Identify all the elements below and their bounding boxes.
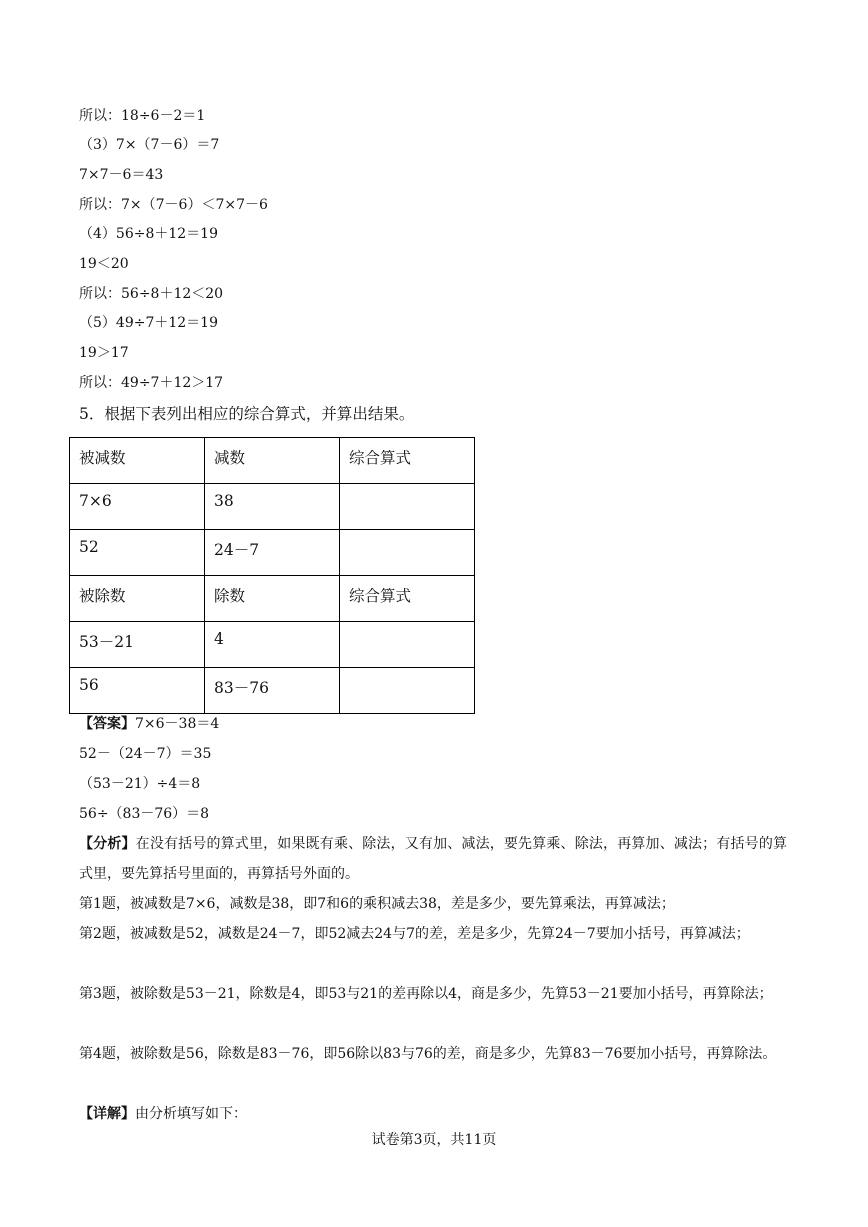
analysis-item: 第1题，被减数是7×6，减数是38，即7和6的乘积减去38，差是多少，要先算乘法，再算减法； xyxy=(79,896,675,912)
answer-line: 52－（24－7）＝35 xyxy=(79,746,212,762)
solution-line: 7×7－6＝43 xyxy=(79,167,164,183)
solution-line: （3）7×（7－6）＝7 xyxy=(79,137,220,153)
table-cell: 减数 xyxy=(205,438,340,484)
solution-line: 19＜20 xyxy=(79,256,129,272)
table-row xyxy=(70,484,475,530)
table-row xyxy=(70,622,475,668)
solution-line: 19＞17 xyxy=(79,345,129,361)
table-cell-blank xyxy=(340,668,475,714)
table-row xyxy=(70,576,475,622)
analysis-paragraph xyxy=(79,829,787,889)
table-row xyxy=(70,668,475,714)
analysis-label: 【分析】 xyxy=(79,836,136,852)
detail-text: 由分析填写如下： xyxy=(135,1106,247,1122)
answer-label: 【答案】 xyxy=(79,716,135,732)
table-cell: 除数 xyxy=(205,576,340,622)
table-cell: 被除数 xyxy=(70,576,205,622)
table-cell: 综合算式 xyxy=(340,438,475,484)
table-cell: 7×6 xyxy=(70,484,205,530)
solution-line: （4）56÷8＋12＝19 xyxy=(79,226,218,242)
detail-label: 【详解】 xyxy=(79,1106,135,1122)
solution-line: 所以：18÷6－2＝1 xyxy=(79,108,206,124)
table-cell: 52 xyxy=(70,530,205,576)
table-cell-blank xyxy=(340,622,475,668)
detail-paragraph xyxy=(79,1099,787,1129)
solution-line: （5）49÷7＋12＝19 xyxy=(79,315,218,331)
table-cell: 被减数 xyxy=(70,438,205,484)
table-cell: 4 xyxy=(205,622,340,668)
table-cell: 综合算式 xyxy=(340,576,475,622)
solution-line: 所以：56÷8＋12＜20 xyxy=(79,286,224,302)
data-table xyxy=(69,437,475,714)
table-cell: 38 xyxy=(205,484,340,530)
table-row xyxy=(70,530,475,576)
answer-line: 56÷（83－76）＝8 xyxy=(79,806,210,822)
answer-line: （53－21）÷4＝8 xyxy=(79,776,201,792)
table-cell: 83－76 xyxy=(205,668,340,714)
question-title: 5．根据下表列出相应的综合算式，并算出结果。 xyxy=(79,405,415,423)
analysis-text: 在没有括号的算式里，如果既有乘、除法，又有加、减法，要先算乘、除法，再算加、减法；有括号的算式里，要先算括号里面的，再算括号外面的。 xyxy=(79,836,788,882)
analysis-item: 第3题，被除数是53－21，除数是4，即53与21的差再除以4，商是多少，先算53－21要加小括号，再算除法； xyxy=(79,986,773,1002)
analysis-item: 第2题，被减数是52，减数是24－7，即52减去24与7的差，差是多少，先算24－7要加小括号，再算减法； xyxy=(79,926,750,942)
table-cell: 24－7 xyxy=(205,530,340,576)
table-cell-blank xyxy=(340,530,475,576)
answer-first: 7×6－38＝4 xyxy=(135,716,220,732)
page-footer: 试卷第3页，共11页 xyxy=(371,1132,497,1148)
analysis-item: 第4题，被除数是56，除数是83－76，即56除以83与76的差，商是多少，先算83－76要加小括号，再算除法。 xyxy=(79,1046,777,1062)
table-cell: 56 xyxy=(70,668,205,714)
table-cell-blank xyxy=(340,484,475,530)
table-cell: 53－21 xyxy=(70,622,205,668)
table-row xyxy=(70,438,475,484)
answer-line xyxy=(79,714,219,734)
solution-line: 所以：7×（7－6）＜7×7－6 xyxy=(79,197,268,213)
solution-line: 所以：49÷7＋12＞17 xyxy=(79,375,224,391)
